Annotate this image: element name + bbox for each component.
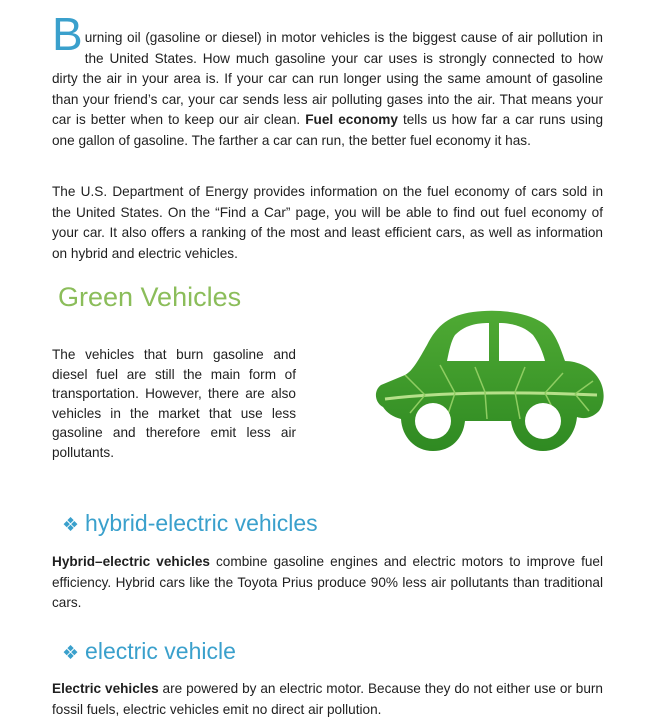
electric-vehicle-heading bbox=[62, 638, 236, 665]
green-vehicles-heading: Green Vehicles bbox=[58, 282, 242, 312]
diamond-bullet-icon: ❖ bbox=[62, 643, 80, 664]
leaf-car-image bbox=[365, 295, 610, 465]
electric-term: Electric vehicles bbox=[52, 681, 159, 696]
intro-text-end: tells us how far a car runs using one gallon of gasoline. The farther a car can run, the better fuel economy it has. bbox=[52, 112, 603, 148]
electric-paragraph bbox=[52, 679, 603, 717]
drop-cap-letter: B bbox=[52, 8, 83, 60]
hybrid-term: Hybrid–electric vehicles bbox=[52, 554, 210, 569]
fuel-economy-term: Fuel economy bbox=[305, 112, 398, 127]
green-vehicles-text: The vehicles that burn gasoline and diesel fuel are still the main form of transportation. However, there are also vehicles in the market that use less gasoline and therefore emit less air pollutants. bbox=[52, 347, 296, 460]
hybrid-heading-text: hybrid-electric vehicles bbox=[85, 510, 318, 536]
intro-paragraph bbox=[52, 8, 603, 151]
electric-heading-text: electric vehicle bbox=[85, 638, 236, 664]
electric-text: are powered by an electric motor. Because they do not either use or burn fossil fuels, electric vehicles emit no direct air pollution. bbox=[52, 681, 603, 717]
doe-paragraph: The U.S. Department of Energy provides information on the fuel economy of cars sold in the United States. On the “Find a Car” page, you will be able to find out fuel economy of your car. It also offers a ranking of the most and least efficient cars, as well as information on hybrid and electric vehicles. bbox=[52, 184, 603, 261]
intro-text: urning oil (gasoline or diesel) in motor vehicles is the biggest cause of air pollution in the United States. How much gasoline your car uses is strongly connected to how dirty the air in your area is. If your car can run longer using the same amount of gasoline than your friend’s car, your car sends less air polluting gases into the air. That means your car is better when to keep our air clean. bbox=[52, 30, 603, 127]
hybrid-paragraph bbox=[52, 552, 603, 614]
hybrid-electric-heading bbox=[62, 510, 318, 537]
hybrid-text: combine gasoline engines and electric motors to improve fuel efficiency. Hybrid cars like the Toyota Prius produce 90% less air pollutants than traditional cars. bbox=[52, 554, 603, 610]
diamond-bullet-icon: ❖ bbox=[62, 515, 80, 536]
